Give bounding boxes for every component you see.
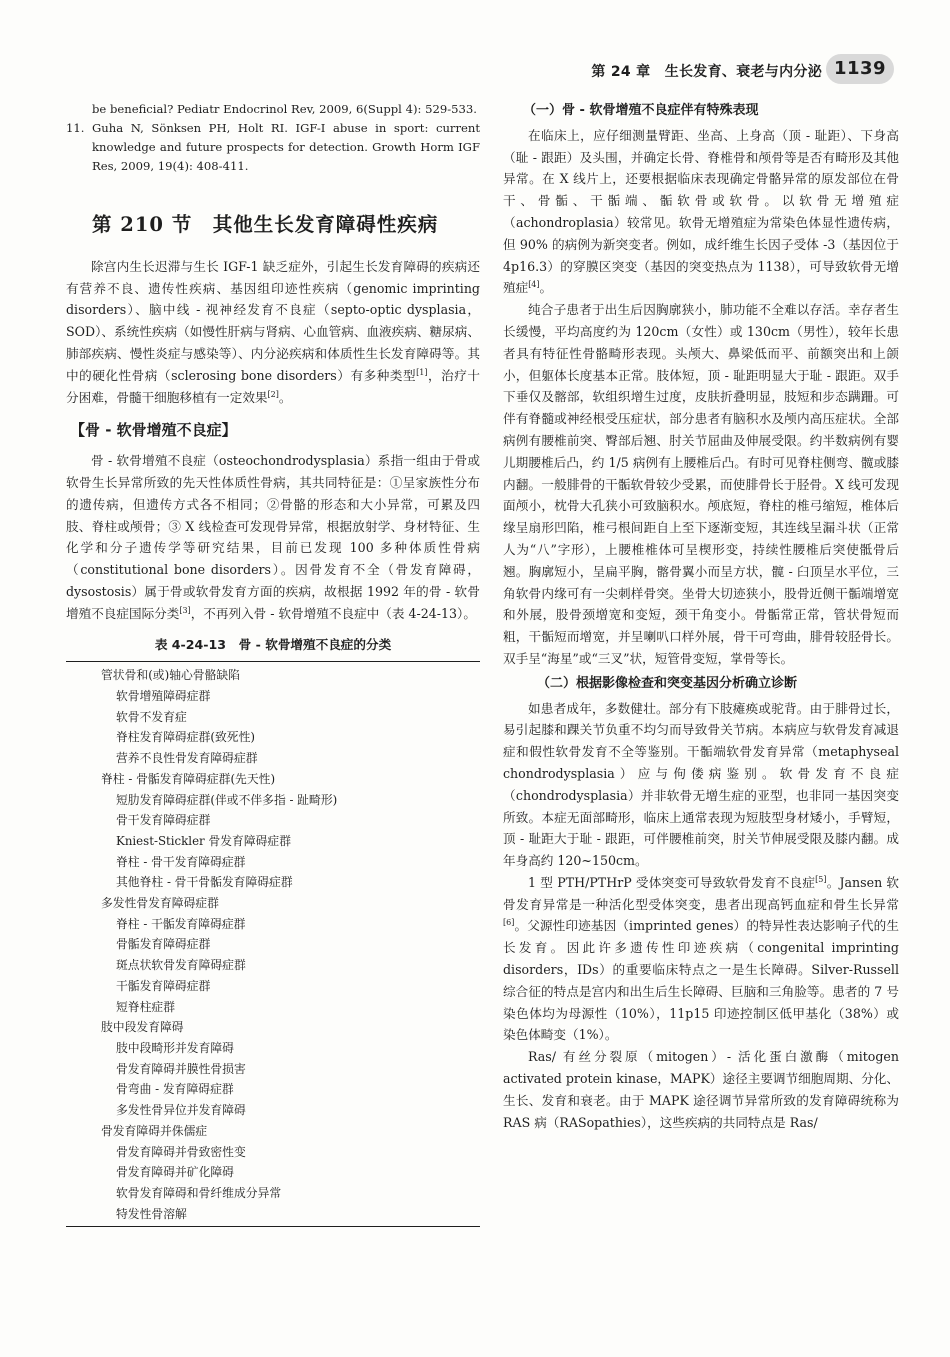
table-subcategory: 骨发育障碍并膜性骨损害 (116, 1061, 246, 1076)
table-subcategory: 骨发育障碍并骨致密性变 (116, 1144, 246, 1159)
subheading-1: （一）骨 - 软骨增殖不良症伴有特殊表现 (523, 103, 759, 118)
table-subcategory: 短肋发育障碍症群(伴或不伴多指 - 趾畸形) (116, 792, 338, 807)
table-subcategory: 脊柱发育障碍症群(致死性) (116, 730, 255, 745)
paragraph-pth-text-c: 。父源性印迹基因（imprinted genes）的特异性表达影响子代的生长发育。因此许多遗传性印迹疾病（congenital imprinting disorders，IDs）的重要临床特点之一是生长障碍。Silver-Russell 综合征的特点是宫内和出生后生长障碍、巨脑和三角脸等。患者的 7 号染色体均为母源性（10%），11p15 印迹控制区低甲基化（38%）或染色体畸变（1%）。 (503, 918, 899, 1043)
definition-text-a: 骨 - 软骨增殖不良症（osteochondrodysplasia）系指一组由于骨或软骨生长异常所致的先天性体质性骨病，其共同特征是：①呈家族性分布的遗传病，但遗传方式各不相同；②骨骼的形态和大小异常，可累及四肢、脊柱或颅骨；③ X 线检查可发现骨异常，根据放射学、身材特征、生化学和分子遗传学等研究结果，目前已发现 100 多种体质性骨病（constitutional bone disorders）。因骨发育不全（骨发育障碍，dysostosis）属于骨或软骨发育方面的疾病，故根据 1992 年的骨 - 软骨增殖不良症国际分类 (66, 453, 480, 621)
paragraph-pth (503, 872, 899, 1046)
reference-11: 11. Guha N, Sönksen PH, Holt RI. IGF-I abuse in sport: current knowledge and future prospects for detection. Growth Horm IGF Res, 2009, 19(4): 408-411. (66, 121, 480, 173)
reference-continuation: be beneficial? Pediatr Endocrinol Rev, 2009, 6(Suppl 4): 529-533. (92, 102, 477, 116)
citation-6[interactable]: [6] (503, 918, 515, 928)
left-column (66, 100, 480, 1227)
table-subcategory: 营养不良性骨发育障碍症群 (116, 751, 258, 766)
page-header (0, 52, 950, 92)
table-subcategory: 软骨增殖障碍症群 (116, 689, 211, 704)
chapter-title: 第 24 章 生长发育、衰老与内分泌 (591, 64, 822, 80)
intro-paragraph (66, 256, 480, 409)
table-category: 脊柱 - 骨骺发育障碍症群(先天性) (101, 771, 276, 786)
table-subcategory: 骨发育障碍并矿化障碍 (116, 1165, 234, 1180)
table-subcategory: 脊柱 - 干骺发育障碍症群 (116, 916, 246, 931)
paragraph-ras: Ras/ 有丝分裂原（mitogen）- 活化蛋白激酶（mitogen activated protein kinase，MAPK）途径主要调节细胞周期、分化、生长、发育和衰老。由于 MAPK 途径调节异常所致的发育障碍统称为 RAS 病（RASopathies），这些疾病的共同特点是 Ras/ (503, 1049, 899, 1130)
definition-paragraph (66, 450, 480, 624)
page-number: 1139 (826, 54, 894, 84)
citation-5[interactable]: [5] (815, 874, 827, 884)
citation-4[interactable]: [4] (528, 280, 540, 290)
paragraph-clinical-text-a: 在临床上，应仔细测量臂距、坐高、上身高（顶 - 耻距）、下身高（耻 - 跟距）及头围，并确定长骨、脊椎骨和颅骨等是否有畸形及其他异常。在 X 线片上，还要根据临床表现确定骨骼异常的原发部位在骨干、骨骺、干骺端、骺软骨或软骨。以软骨无增殖症（achondroplasia）较常见。软骨无增殖症为常染色体显性遗传病，但 90% 的病例为新突变者。例如，成纤维生长因子受体 -3（基因位于 4p16.3）的穿膜区突变（基因的突变热点为 1138），可导致软骨无增殖症 (503, 127, 899, 296)
citation-1[interactable]: [1] (416, 367, 428, 377)
table-subcategory: 骨干发育障碍症群 (116, 813, 211, 828)
table-subcategory: 短脊柱症群 (116, 999, 175, 1014)
citation-3[interactable]: [3] (179, 605, 191, 615)
table-subcategory: 多发性骨异位并发育障碍 (116, 1103, 246, 1118)
table-subcategory: 肢中段畸形并发育障碍 (116, 1041, 234, 1055)
table-category: 管状骨和(或)轴心骨骼缺陷 (101, 668, 240, 683)
table-subcategory: 干骺发育障碍症群 (116, 978, 211, 993)
paragraph-pth-text-a: 1 型 PTH/PTHrP 受体突变可导致软骨发育不良症 (528, 874, 816, 890)
table-subcategory: 软骨发育障碍和骨纤维成分异常 (116, 1185, 282, 1200)
right-column (503, 100, 899, 1133)
paragraph-homozygote: 纯合子患者于出生后因胸廓狭小，肺功能不全难以存活。幸存者生长缓慢，平均高度约为 120cm（女性）或 130cm（男性），较年长患者具有特征性骨骼畸形表现。头颅大、鼻梁低而平、前额突出和上颌小，但躯体长度基本正常。肢体短，顶 - 耻距明显大于耻 - 跟距。双手下垂仅及髂部，软组织增生过度，皮肤折叠明显，肢短和步态蹒跚。可伴有脊髓或神经根受压症状，部分患者有脑积水及颅内高压症状。全部病例有腰椎前突、臀部后翘、肘关节屈曲及伸展受限。约半数病例有婴儿期腰椎后凸，约 1/5 病例有上腰椎后凸。有时可见脊柱侧弯、髋或膝内翻。一般腓骨的干骺软骨较少受累，而使腓骨长于胫骨。X 线可发现面颅小，枕骨大孔狭小可致脑积水。颅底短，脊柱的椎弓缩短，椎体后缘呈扇形凹陷，椎弓根间距自上至下逐渐变短，其连线呈漏斗状（正常人为“八”字形），上腰椎椎体可呈楔形变，持续性腰椎后突使骶骨后翘。胸廓短小，呈扁平胸，髂骨翼小而呈方状，髋 - 臼顶呈水平位，三角软骨内缘可有一尖刺样骨突。坐骨大切迹狭小，股骨近侧干骺端增宽和外展，股骨颈增宽和变短，颈干角变小。骨骺常正常，管状骨短而粗，干骺短而增宽，并呈喇叭口样外展，骨干可弯曲，腓骨较胫骨长。双手呈“海星”或“三叉”状，短管骨变短，掌骨等长。 (503, 302, 899, 666)
citation-2[interactable]: [2] (267, 389, 279, 399)
subheading-2: （二）根据影像检查和突变基因分析确立诊断 (537, 675, 798, 691)
paragraph-clinical (503, 125, 899, 299)
classification-table (66, 662, 480, 1224)
table-category: 肢中段发育障碍 (101, 1020, 184, 1035)
section-title: 第 210 节 其他生长发育障碍性疾病 (92, 213, 439, 236)
table-caption: 表 4-24-13 骨 - 软骨增殖不良症的分类 (154, 636, 392, 652)
intro-text-c: 。 (278, 389, 292, 405)
definition-text-b: ，不再列入骨 - 软骨增殖不良症中（表 4-24-13）。 (190, 605, 476, 621)
table-category: 骨发育障碍并侏儒症 (101, 1123, 208, 1138)
table-subcategory: 骨骺发育障碍症群 (116, 937, 211, 952)
table-category: 多发性骨发育障碍症群 (101, 896, 219, 911)
paragraph-adult: 如患者成年，多数健壮。部分有下肢瘫痪或驼背。由于腓骨过长，易引起膝和踝关节负重不均匀而导致骨关节病。本病应与软骨发育减退症和假性软骨发育不全等鉴别。干骺端软骨发育异常（metaphyseal chondrodysplasia）应与佝偻病鉴别。软骨发育不良症（chondrodysplasia）并非软骨无增生症的亚型，也非同一基因突变所致。本症无面部畸形，临床上通常表现为短肢型身材矮小，手臂短，顶 - 耻距大于耻 - 跟距，可伴腰椎前突，肘关节伸展受限及膝内翻。成年身高约 120~150cm。 (503, 700, 899, 869)
table-subcategory: 脊柱 - 骨干发育障碍症群 (116, 854, 246, 869)
table-subcategory: Kniest-Stickler 骨发育障碍症群 (116, 833, 292, 848)
table-subcategory: 斑点状软骨发育障碍症群 (116, 958, 246, 973)
paragraph-clinical-text-b: 。 (539, 280, 553, 296)
paragraph-pth-text-b: 。Jansen 软骨发育异常是一种活化型受体突变，患者出现高钙血症和骨生长异常 (503, 874, 899, 912)
table-bottom-rule (66, 1226, 480, 1227)
table-subcategory: 骨弯曲 - 发育障碍症群 (116, 1082, 234, 1097)
intro-text-a: 除宫内生长迟滞与生长 IGF-1 缺乏症外，引起生长发育障碍的疾病还有营养不良、遗传性疾病、基因组印迹性疾病（genomic imprinting disorders）、脑中线 - 视神经发育不良症（septo-optic dysplasia，SOD）、系统性疾病（如慢性肝病与肾病、心血管病、血液疾病、糖尿病、肺部疾病、慢性炎症与感染等）、内分泌疾病和体质性生长发育障碍等。其中的硬化性骨病（sclerosing bone disorders）有多种类型 (66, 258, 480, 383)
table-subcategory: 软骨不发育症 (116, 709, 187, 724)
intro-text-b: ，治疗十分困难，骨髓干细胞移植有一定效果 (66, 367, 481, 405)
subsection-heading: 【骨 - 软骨增殖不良症】 (70, 421, 237, 440)
table-subcategory: 特发性骨溶解 (116, 1206, 187, 1221)
table-subcategory: 其他脊柱 - 骨干骨骺发育障碍症群 (116, 875, 293, 890)
